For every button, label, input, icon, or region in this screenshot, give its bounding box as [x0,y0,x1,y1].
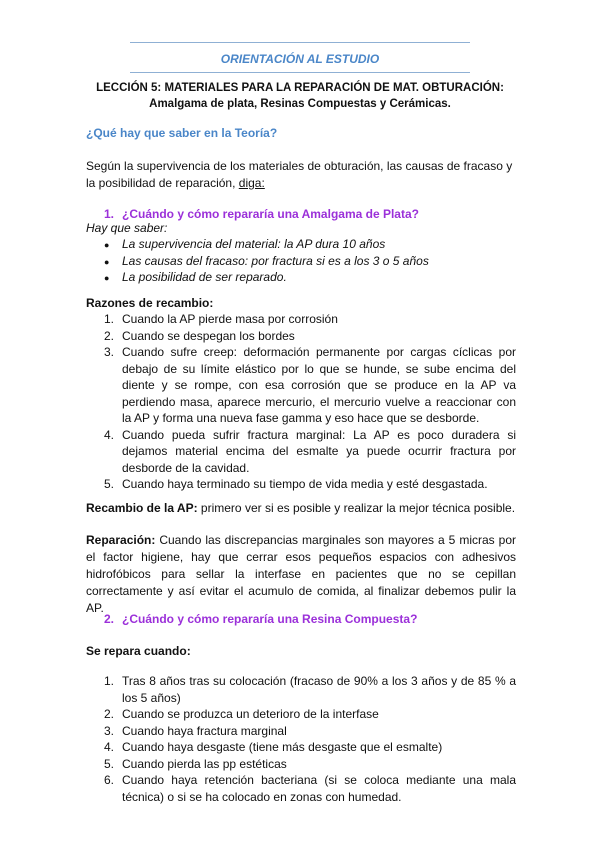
section2-title: ¿Cuándo y cómo repararía una Resina Compuesta? [122,612,418,626]
list-item: 5. Cuando haya terminado su tiempo de vida media y esté desgastada. [104,477,488,491]
bullet-item: ● La posibilidad de ser reparado. [104,269,429,286]
theory-question: ¿Qué hay que saber en la Teoría? [86,126,278,140]
list-item: 5. Cuando pierda las pp estéticas [104,756,287,771]
list-item: 2. Cuando se produzca un deterioro de la interfase [104,707,379,721]
list-item: 2. Cuando se despegan los bordes [104,328,295,343]
list-item: 1. Tras 8 años tras su colocación (fracaso de 90% a los 3 años y de 85 % a los 5 años) [104,674,516,705]
section1-heading [104,207,419,221]
list-item: 3. Cuando sufre creep: deformación permanente por cargas cíclicas por debajo de su límite elástico por lo que se hunde, se sube encima del diente y se rompe, con esa corrosión que se produce en la AP va perdiendo masa, aparece mercurio, el mercurio vuelve a reaccionar con la AP y forma una nueva fase gamma y eso hace que se desborde. [104,345,516,425]
header-title: ORIENTACIÓN AL ESTUDIO [220,52,380,66]
list-item: 3. Cuando haya fractura marginal [104,723,287,738]
list-item: 6. Cuando haya retención bacteriana (si se coloca mediante una mala técnica) o si se ha colocado en zonas con humedad. [104,773,516,804]
section1-number: 1. [104,207,115,221]
bullet-item: ● La supervivencia del material: la AP dura 10 años [104,236,429,253]
razones-list [104,311,516,493]
section2-heading [104,612,417,626]
list-item: 4. Cuando haya desgaste (tiene más desgaste que el esmalte) [104,740,443,754]
section1-hay-que-saber: Hay que saber: [86,221,168,235]
reparacion-label: Reparación: [86,533,156,547]
razones-heading: Razones de recambio: [86,296,214,310]
section1-bullet-list [104,236,429,286]
reparacion-paragraph [86,532,516,617]
header-rule-bottom [130,72,470,73]
section2-number: 2. [104,612,115,626]
header-rule-top [130,42,470,43]
intro-underlined: diga: [238,176,265,190]
lesson-title-line2: Amalgama de plata, Resinas Compuestas y Cerámicas. [149,98,451,110]
lesson-title-line1: LECCIÓN 5: MATERIALES PARA LA REPARACIÓN DE MAT. OBTURACIÓN: [96,82,504,94]
intro-text: Según la supervivencia de los materiales de obturación, las causas de fracaso y la posibilidad de reparación, [86,159,513,190]
intro-paragraph [86,158,516,192]
list-item: 4. Cuando pueda sufrir fractura marginal: La AP es poco duradera si dejamos material encima del esmalte ya puede ocurrir fractura por desborde de la cavidad. [104,427,516,475]
se-repara-heading: Se repara cuando: [86,644,191,658]
lesson-title [0,80,600,112]
list-item: 1. Cuando la AP pierde masa por corrosión [104,312,338,326]
bullet-item: ● Las causas del fracaso: por fractura si es a los 3 o 5 años [104,253,429,270]
section1-title: ¿Cuándo y cómo repararía una Amalgama de Plata? [122,207,419,221]
recambio-text: primero ver si es posible y realizar la mejor técnica posible. [197,501,516,515]
reparacion-text: Cuando las discrepancias marginales son mayores a 5 micras por el factor higiene, hay que cerrar esos pequeños espacios con adhesivos hidrofóbicos para sellar la interfase en pacientes que no se cepillan correctamente y así evitar el acumulo de comida, al finalizar debemos pulir la AP. [86,533,516,615]
recambio-paragraph [86,500,516,517]
se-repara-list [104,673,516,805]
recambio-label: Recambio de la AP: [86,501,198,515]
